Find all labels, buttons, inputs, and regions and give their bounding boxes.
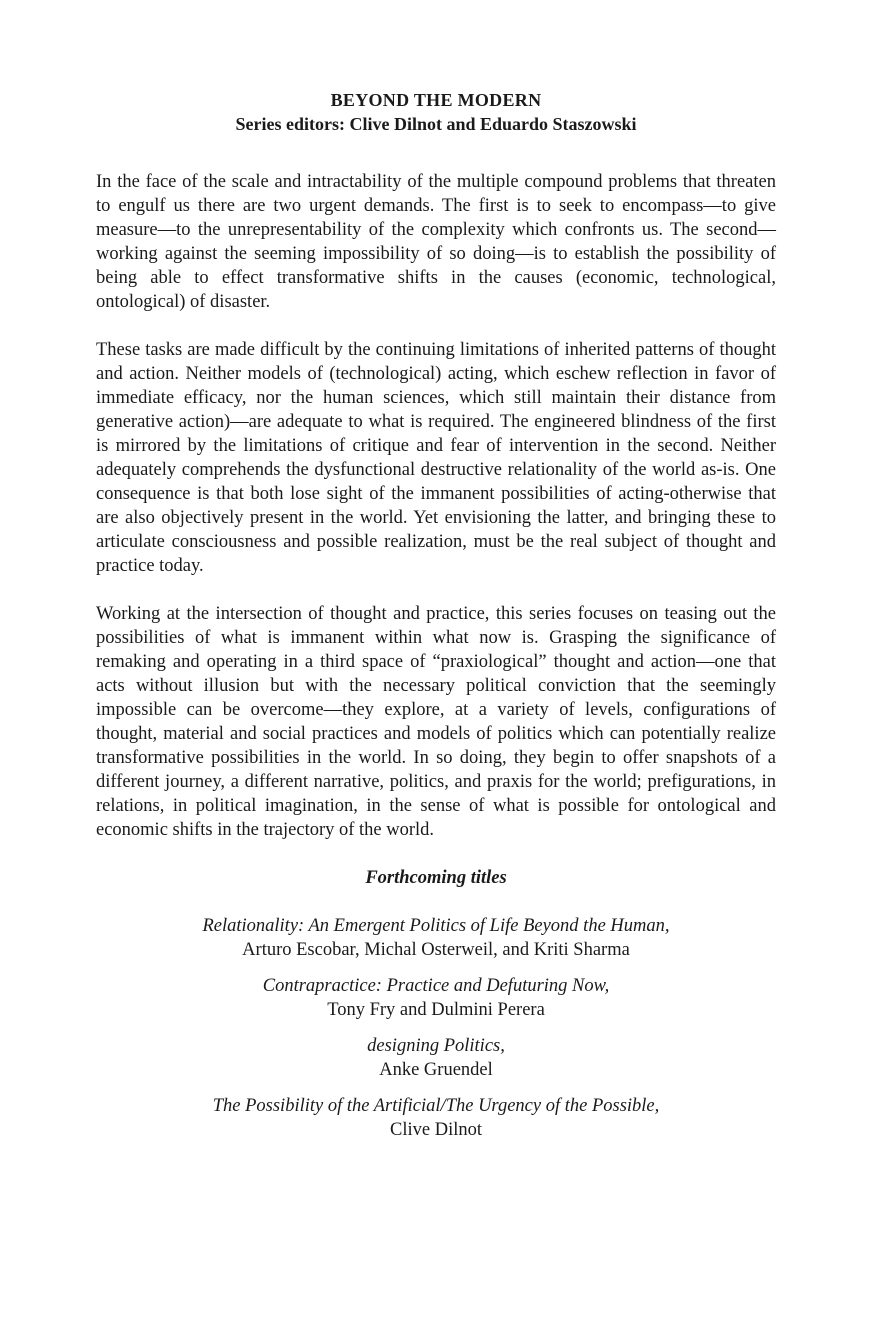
paragraph-1: In the face of the scale and intractability of the multiple compound problems that threaten to engulf us there are two urgent demands. The first is to seek to encompass—to give measure—to the unrepresentability of the complexity which confronts us. The second—working against the seeming impossibility of so doing—is to establish the possibility of being able to effect transformative shifts in the causes (economic, technological, ontological) of disaster.	[96, 172, 776, 312]
forthcoming-titles-list	[96, 914, 776, 1142]
book-authors: Anke Gruendel	[379, 1060, 493, 1080]
list-item	[96, 1034, 776, 1082]
book-title: Contrapractice: Practice and Defuturing Now,	[262, 976, 610, 996]
series-title: BEYOND THE MODERN	[330, 90, 542, 110]
series-description	[96, 170, 776, 842]
paragraph-3: Working at the intersection of thought and practice, this series focuses on teasing out the possibilities of what is immanent within what now is. Grasping the significance of remaking and operating in a third space of “praxiological” thought and action—one that acts without illusion but with the necessary political conviction that the seemingly impossible can be overcome—they explore, at a variety of levels, configurations of thought, material and social practices and models of politics which can potentially realize transformative possibilities in the world. In so doing, they begin to offer snapshots of a different journey, a different narrative, politics, and praxis for the world; prefigurations, in relations, in political imagination, in the sense of what is possible for ontological and economic shifts in the trajectory of the world.	[96, 604, 776, 840]
series-editors: Series editors: Clive Dilnot and Eduardo Staszowski	[235, 114, 637, 134]
paragraph-2: These tasks are made difficult by the continuing limitations of inherited patterns of thought and action. Neither models of (technological) acting, which eschew reflection in favor of immediate efficacy, nor the human sciences, which still maintain their distance from generative action)—are adequate to what is required. The engineered blindness of the first is mirrored by the limitations of critique and fear of intervention in the second. Neither adequately comprehends the dysfunctional destructive relationality of the world as-is. One consequence is that both lose sight of the immanent possibilities of acting-otherwise that are also objectively present in the world. Yet envisioning the latter, and bringing these to articulate consciousness and possible realization, must be the real subject of thought and practice today.	[96, 340, 776, 576]
forthcoming-heading: Forthcoming titles	[365, 868, 507, 888]
list-item	[96, 914, 776, 962]
book-title: The Possibility of the Artificial/The Urgency of the Possible,	[212, 1096, 660, 1116]
book-authors: Tony Fry and Dulmini Perera	[327, 1000, 545, 1020]
book-authors: Clive Dilnot	[390, 1120, 482, 1140]
book-page	[96, 88, 776, 1154]
book-authors: Arturo Escobar, Michal Osterweil, and Kriti Sharma	[242, 940, 630, 960]
book-title: Relationality: An Emergent Politics of Life Beyond the Human,	[202, 916, 670, 936]
list-item	[96, 974, 776, 1022]
book-title: designing Politics,	[367, 1036, 505, 1056]
list-item	[96, 1094, 776, 1142]
